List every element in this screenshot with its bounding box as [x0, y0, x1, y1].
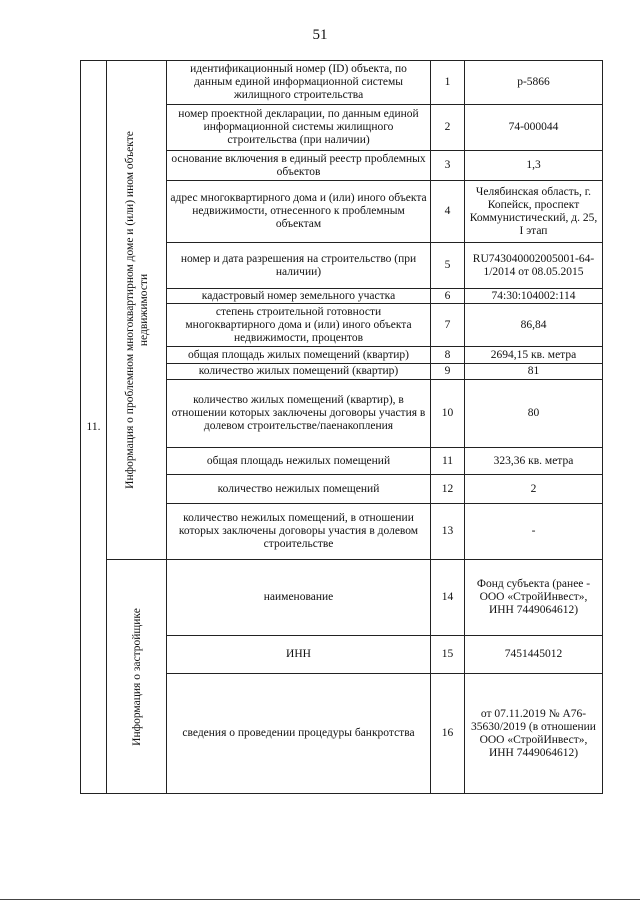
- row-label: количество нежилых помещений: [167, 475, 431, 504]
- row-label: идентификационный номер (ID) объекта, по данным единой информационной системы жилищного строительства: [167, 61, 431, 105]
- row-value: 2694,15 кв. метра: [465, 347, 603, 364]
- row-value: -: [465, 504, 603, 560]
- row-index: 15: [431, 636, 465, 674]
- row-value: 2: [465, 475, 603, 504]
- table-row: [81, 61, 603, 105]
- row-label: ИНН: [167, 636, 431, 674]
- row-index: 3: [431, 151, 465, 181]
- row-index: 4: [431, 181, 465, 243]
- row-label: общая площадь жилых помещений (квартир): [167, 347, 431, 364]
- row-value: от 07.11.2019 № А76-35630/2019 (в отношении ООО «СтройИнвест», ИНН 7449064612): [465, 674, 603, 794]
- row-value: RU743040002005001-64-1/2014 от 08.05.2015: [465, 243, 603, 289]
- row-label: общая площадь нежилых помещений: [167, 448, 431, 475]
- row-label: наименование: [167, 560, 431, 636]
- row-value: 86,84: [465, 304, 603, 347]
- section-developer-title: Информация о застройщике: [130, 607, 143, 746]
- page-number: 51: [312, 27, 328, 43]
- row-value: 1,3: [465, 151, 603, 181]
- section-object-info: [107, 61, 167, 560]
- registry-table: [80, 60, 603, 794]
- row-index: 16: [431, 674, 465, 794]
- row-index: 5: [431, 243, 465, 289]
- row-label: количество нежилых помещений, в отношении которых заключены договоры участия в долевом строительстве: [167, 504, 431, 560]
- row-index: 2: [431, 105, 465, 151]
- row-label: адрес многоквартирного дома и (или) иного объекта недвижимости, отнесенного к проблемным объектам: [167, 181, 431, 243]
- row-index: 1: [431, 61, 465, 105]
- row-index: 11: [431, 448, 465, 475]
- row-number: 11.: [81, 61, 107, 794]
- row-index: 7: [431, 304, 465, 347]
- row-label: номер проектной декларации, по данным единой информационной системы жилищного строительства (при наличии): [167, 105, 431, 151]
- row-value: 74:30:104002:114: [465, 289, 603, 304]
- row-label: кадастровый номер земельного участка: [167, 289, 431, 304]
- row-index: 13: [431, 504, 465, 560]
- table-row: [81, 560, 603, 636]
- section-object-title-line1: Информация о проблемном многоквартирном доме и (или) ином объекте: [123, 131, 136, 489]
- row-value: 80: [465, 380, 603, 448]
- row-label: количество жилых помещений (квартир): [167, 364, 431, 380]
- row-value: 81: [465, 364, 603, 380]
- row-label: номер и дата разрешения на строительство (при наличии): [167, 243, 431, 289]
- row-index: 6: [431, 289, 465, 304]
- row-index: 10: [431, 380, 465, 448]
- row-label: основание включения в единый реестр проблемных объектов: [167, 151, 431, 181]
- bottom-rule: [0, 899, 640, 900]
- row-value: 74-000044: [465, 105, 603, 151]
- row-index: 8: [431, 347, 465, 364]
- row-label: сведения о проведении процедуры банкротства: [167, 674, 431, 794]
- section-object-title-line2: недвижимости: [137, 273, 150, 347]
- section-developer-info: [107, 560, 167, 794]
- row-index: 14: [431, 560, 465, 636]
- row-value: 7451445012: [465, 636, 603, 674]
- row-index: 9: [431, 364, 465, 380]
- row-value: р-5866: [465, 61, 603, 105]
- row-value: 323,36 кв. метра: [465, 448, 603, 475]
- row-index: 12: [431, 475, 465, 504]
- row-label: степень строительной готовности многоквартирного дома и (или) иного объекта недвижимости, процентов: [167, 304, 431, 347]
- row-value: Фонд субъекта (ранее - ООО «СтройИнвест», ИНН 7449064612): [465, 560, 603, 636]
- row-value: Челябинская область, г. Копейск, проспект Коммунистический, д. 25, I этап: [465, 181, 603, 243]
- row-label: количество жилых помещений (квартир), в отношении которых заключены договоры участия в долевом строительстве/паенакопления: [167, 380, 431, 448]
